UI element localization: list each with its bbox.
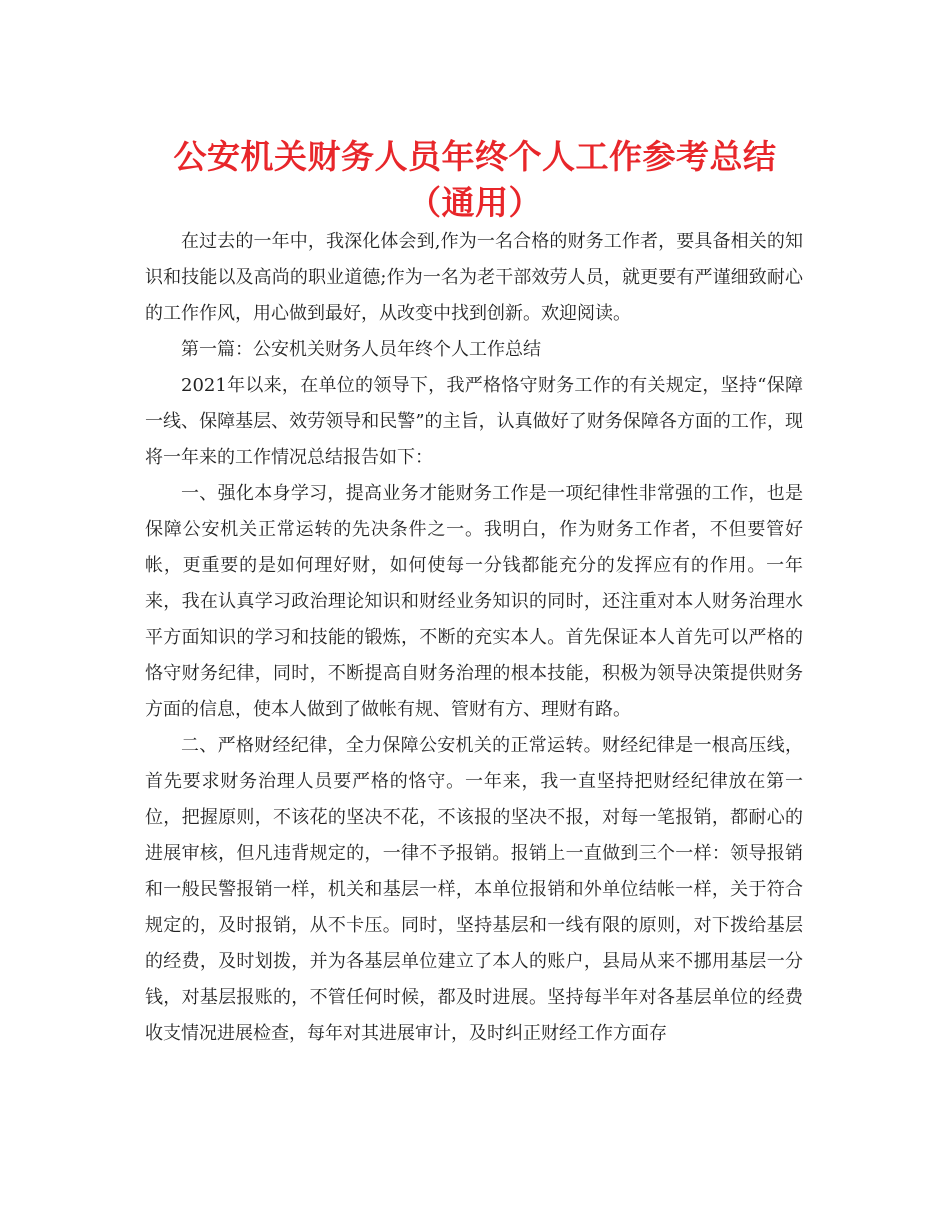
body-paragraph: 二、严格财经纪律，全力保障公安机关的正常运转。财经纪律是一根高压线，首先要求财务治理人员要严格的恪守。一年来，我一直坚持把财经纪律放在第一位，把握原则，不该花的坚决不花，不该报的坚决不报，对每一笔报销，都耐心的进展审核，但凡违背规定的，一律不予报销。报销上一直做到三个一样：领导报销和一般民警报销一样，机关和基层一样，本单位报销和外单位结帐一样，关于符合规定的，及时报销，从不卡压。同时，坚持基层和一线有限的原则，对下拨给基层的经费，及时划拨，并为各基层单位建立了本人的账户，县局从来不挪用基层一分钱，对基层报账的，不管任何时候，都及时进展。坚持每半年对各基层单位的经费收支情况进展检查，每年对其进展审计，及时纠正财经工作方面存 [145, 735, 803, 1044]
document-body [145, 224, 803, 1052]
body-paragraph: 一、强化本身学习，提高业务才能财务工作是一项纪律性非常强的工作，也是保障公安机关正常运转的先决条件之一。我明白，作为财务工作者，不但要管好帐，更重要的是如何理好财，如何使每一分钱都能充分的发挥应有的作用。一年来，我在认真学习政治理论知识和财经业务知识的同时，还注重对本人财务治理水平方面知识的学习和技能的锻炼，不断的充实本人。首先保证本人首先可以严格的恪守财务纪律，同时，不断提高自财务治理的根本技能，积极为领导决策提供财务方面的信息，使本人做到了做帐有规、管财有方、理财有路。 [145, 483, 803, 720]
document-title: 公安机关财务人员年终个人工作参考总结（通用） [173, 137, 777, 222]
section-heading: 第一篇：公安机关财务人员年终个人工作总结 [181, 339, 541, 360]
body-paragraph: 2021年以来，在单位的领导下，我严格恪守财务工作的有关规定，坚持“保障一线、保障基层、效劳领导和民警”的主旨，认真做好了财务保障各方面的工作，现将一年来的工作情况总结报告如下： [145, 375, 803, 468]
intro-paragraph: 在过去的一年中，我深化体会到,作为一名合格的财务工作者，要具备相关的知识和技能以及高尚的职业道德;作为一名为老干部效劳人员，就更要有严谨细致耐心的工作作风，用心做到最好，从改变中找到创新。欢迎阅读。 [145, 231, 803, 324]
